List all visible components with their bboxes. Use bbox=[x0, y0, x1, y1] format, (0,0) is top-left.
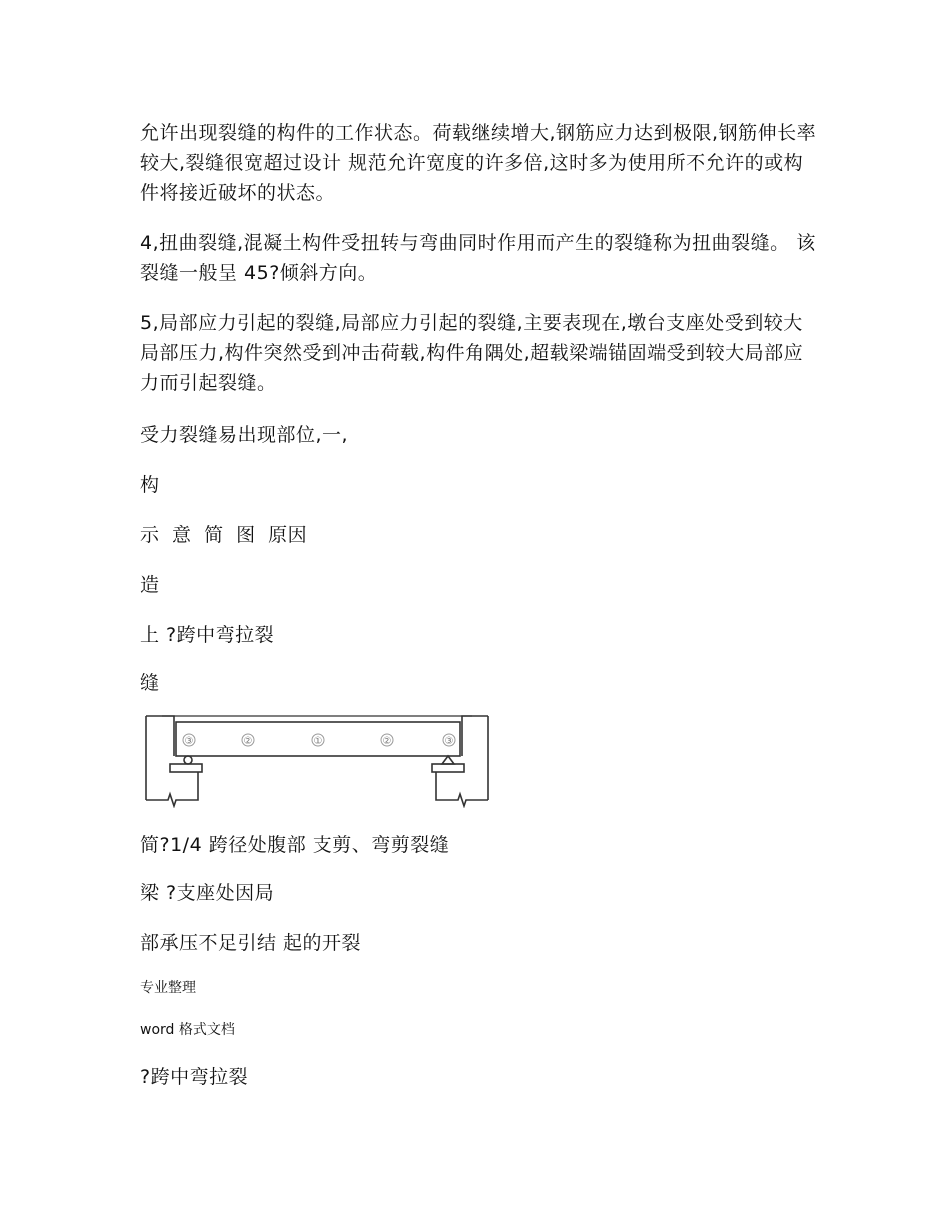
zone-label-2-right: ② bbox=[382, 736, 392, 747]
paragraph-local-stress-crack: 5,局部应力引起的裂缝,局部应力引起的裂缝,主要表现在,墩台支座处受到较大局部压力,构件突然受到冲击荷载,构件角隅处,超载梁端锚固端受到较大局部应力而引起裂缝。 bbox=[140, 312, 804, 394]
right-pin-bearing bbox=[442, 756, 454, 764]
table-cell-structure-2: 造 bbox=[140, 574, 160, 596]
table-row-bearing-pressure: 部承压不足引结 起的开裂 bbox=[140, 932, 362, 954]
zone-label-3-right: ③ bbox=[444, 736, 454, 747]
footer-professional: 专业整理 bbox=[140, 980, 196, 996]
zone-label-1: ① bbox=[313, 736, 323, 747]
left-roller-bearing bbox=[184, 756, 192, 764]
left-bearing-pad bbox=[170, 764, 202, 772]
table-row-support: 梁 ?支座处因局 bbox=[140, 882, 275, 904]
footer-word-format: word 格式文档 bbox=[140, 1022, 235, 1038]
table-row-midspan-crack-2: ?跨中弯拉裂 bbox=[140, 1066, 249, 1088]
paragraph-torsion-crack: 4,扭曲裂缝,混凝土构件受扭转与弯曲同时作用而产生的裂缝称为扭曲裂缝。 该裂缝一般呈 45?倾斜方向。 bbox=[140, 232, 816, 284]
paragraph-working-state: 允许出现裂缝的构件的工作状态。荷载继续增大,钢筋应力达到极限,钢筋伸长率较大,裂缝很宽超过设计 规范允许宽度的许多倍,这时多为使用所不允许的或构件将接近破坏的状态。 bbox=[140, 122, 817, 204]
zone-label-2-left: ② bbox=[243, 736, 253, 747]
table-row-quarter-span: 简?1/4 跨径处腹部 支剪、弯剪裂缝 bbox=[140, 834, 450, 856]
left-abutment-base bbox=[146, 772, 198, 806]
left-abutment-top bbox=[146, 716, 174, 756]
right-abutment-base bbox=[436, 772, 488, 806]
beam-crack-diagram bbox=[140, 712, 494, 808]
table-row-midspan-crack: 上 ?跨中弯拉裂 bbox=[140, 624, 275, 646]
right-abutment-top bbox=[462, 716, 488, 756]
right-bearing-pad bbox=[432, 764, 464, 772]
zone-label-3-left: ③ bbox=[184, 736, 194, 747]
crack-location-intro: 受力裂缝易出现部位,一, bbox=[140, 424, 349, 446]
table-cell-crack: 缝 bbox=[140, 672, 160, 694]
table-cell-structure-1: 构 bbox=[140, 474, 160, 496]
table-header-row: 示 意 简 图 原因 bbox=[140, 524, 308, 546]
